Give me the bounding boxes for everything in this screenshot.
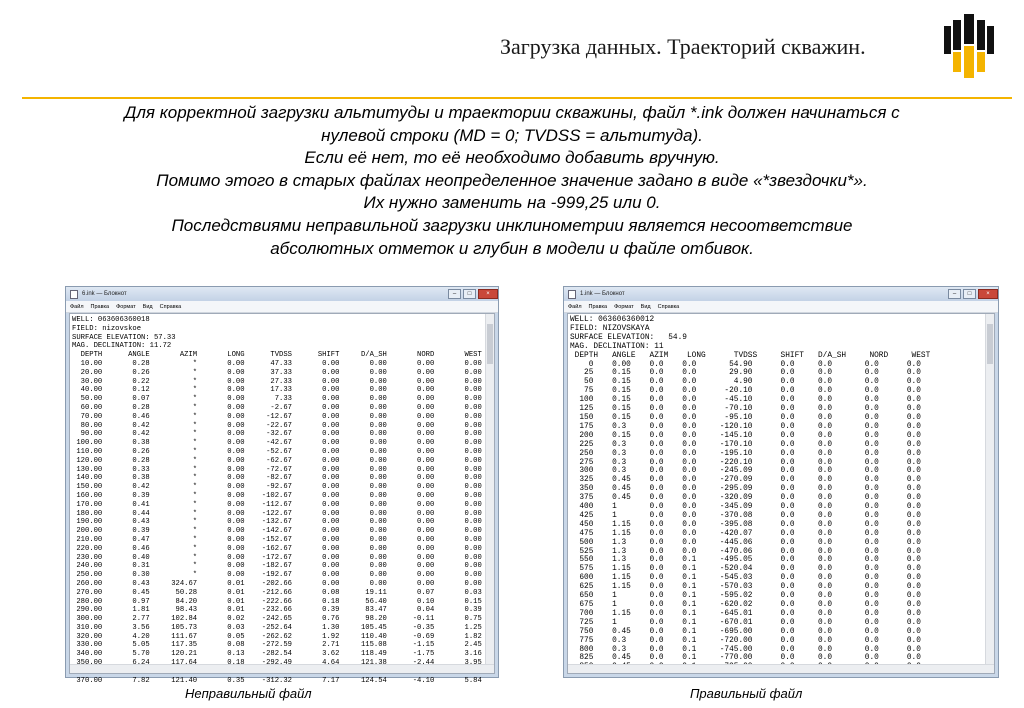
window-title: 1.ink — Блокнот	[580, 291, 625, 297]
intro-line: нулевой строки (MD = 0; TVDSS = альтитуда).	[321, 125, 703, 145]
close-button[interactable]: ×	[978, 289, 998, 299]
file-content[interactable]: WELL: 063606360018 FIELD: nizovskoe SURFACE ELEVATION: 57.33 MAG. DECLINATION: 11.72 DEPTH ANGLE AZIM LONG TVDSS SHIFT D/A_SH NORD WEST 10.00 0.28 * 0.00 47.33 0.00 0.00 0.00 0.00 20.00 0.26 * 0.00 37.33 0.00 0.00 0.00 0.00 30.00 0.22 * 0.00 27.33 0.00 0.00 0.00 0.00 40.00 0.12 * 0.00 17.33 0.00 0.00 0.00 0.00 50.00 0.07 * 0.00 7.33 0.00 0.00 0.00 0.00 60.00 0.28 * 0.00 -2.67 0.00 0.00 0.00 0.00 70.00 0.46 * 0.00 -12.67 0.00 0.00 0.00 0.00 80.00 0.42 * 0.00 -22.67 0.00 0.00 0.00 0.00 90.00 0.42 * 0.00 -32.67 0.00 0.00 0.00 0.00 100.00 0.38 * 0.00 -42.67 0.00 0.00 0.00 0.00 110.00 0.26 * 0.00 -52.67 0.00 0.00 0.00 0.00 120.00 0.28 * 0.00 -62.67 0.00 0.00 0.00 0.00 130.00 0.33 * 0.00 -72.67 0.00 0.00 0.00 0.00 140.00 0.38 * 0.00 -82.67 0.00 0.00 0.00 0.00 150.00 0.42 * 0.00 -92.67 0.00 0.00 0.00 0.00 160.00 0.39 * 0.00 -102.67 0.00 0.00 0.00 0.00 170.00 0.41 * 0.00 -112.67 0.00 0.00 0.00 0.00 180.00 0.44 * 0.00 -122.67 0.00 0.00 0.00 0.00 190.00 0.43 * 0.00 -132.67 0.00 0.00 0.00 0.00 200.00 0.39 * 0.00 -142.67 0.00 0.00 0.00 0.00 210.00 0.47 * 0.00 -152.67 0.00 0.00 0.00 0.00 220.00 0.46 * 0.00 -162.67 0.00 0.00 0.00 0.00 230.00 0.40 * 0.00 -172.67 0.00 0.00 0.00 0.00 240.00 0.31 * 0.00 -182.67 0.00 0.00 0.00 0.00 250.00 0.30 * 0.00 -192.67 0.00 0.00 0.00 0.00 260.00 0.43 324.67 0.01 -202.66 0.00 0.00 0.00 0.00 270.00 0.45 50.28 0.01 -212.66 0.08 19.11 0.07 0.03 280.00 0.97 84.20 0.01 -222.66 0.18 56.40 0.10 0.15 290.00 1.81 98.43 0.01 -232.66 0.39 83.47 0.04 0.39 300.00 2.77 102.84 0.02 -242.65 0.76 98.20 -0.11 0.75 310.00 3.56 105.73 0.03 -252.64 1.30 105.45 -0.35 1.25 320.00 4.20 111.67 0.05 -262.62 1.92 110.40 -0.69 1.82 330.00 5.05 117.35 0.08 -272.59 2.71 115.08 -1.15 2.45 340.00 5.70 120.21 0.13 -282.54 3.62 118.49 -1.75 3.16 370.00 7.82 121.40 0.35 -312.32 7.17 124.54 -4.10 5.84	[72, 316, 482, 685]
notepad-window-correct	[563, 286, 999, 678]
menu-file[interactable]: Файл	[70, 303, 84, 310]
text-area[interactable]	[69, 313, 495, 685]
menu-help[interactable]: Справка	[657, 303, 680, 310]
slide-title: Загрузка данных. Траекторий скважин.	[500, 34, 866, 59]
horizontal-scrollbar[interactable]	[568, 664, 994, 673]
horizontal-scrollbar[interactable]	[70, 664, 494, 673]
intro-line: Помимо этого в старых файлах неопределенное значение задано в виде «*звездочки*».	[156, 170, 868, 190]
menu-help[interactable]: Справка	[159, 303, 182, 310]
menu-file[interactable]: Файл	[568, 303, 582, 310]
intro-line: абсолютных отметок и глубин в модели и файле отбивок.	[270, 238, 754, 258]
text-area[interactable]	[567, 313, 995, 674]
menu-view[interactable]: Вид	[640, 303, 651, 310]
maximize-button[interactable]: □	[463, 289, 476, 299]
menu-edit[interactable]: Правка	[588, 303, 608, 310]
caption-correct-file: Правильный файл	[690, 686, 803, 701]
scroll-thumb[interactable]	[487, 324, 493, 364]
menu-edit[interactable]: Правка	[90, 303, 110, 310]
menu-format[interactable]: Формат	[614, 303, 634, 310]
title-bar[interactable]	[66, 287, 498, 301]
scroll-thumb[interactable]	[987, 324, 993, 364]
menu-bar	[66, 301, 498, 313]
notepad-icon	[568, 290, 576, 299]
minimize-button[interactable]: –	[448, 289, 461, 299]
window-title: 6.ink — Блокнот	[82, 291, 127, 297]
intro-line: Их нужно заменить на -999,25 или 0.	[363, 193, 661, 213]
notepad-window-incorrect	[65, 286, 499, 685]
notepad-icon	[70, 290, 78, 299]
intro-line: Если её нет, то её необходимо добавить вручную.	[304, 148, 720, 168]
intro-line: Последствиями неправильной загрузки инклинометрии является несоответствие	[171, 215, 853, 235]
vertical-scrollbar[interactable]	[985, 314, 994, 665]
menu-format[interactable]: Формат	[116, 303, 136, 310]
intro-text	[0, 102, 1024, 260]
menu-bar	[564, 301, 998, 313]
maximize-button[interactable]: □	[963, 289, 976, 299]
menu-view[interactable]: Вид	[142, 303, 153, 310]
accent-divider	[22, 97, 1012, 99]
title-bar[interactable]	[564, 287, 998, 301]
close-button[interactable]: ×	[478, 289, 498, 299]
file-content[interactable]: WELL: 063606360012 FIELD: NIZOVSKAYA SURFACE ELEVATION: 54.9 MAG. DECLINATION: 11 DEPTH ANGLE AZIM LONG TVDSS SHIFT D/A_SH NORD WEST 0 0.00 0.0 0.0 54.90 0.0 0.0 0.0 0.0 25 0.15 0.0 0.0 29.90 0.0 0.0 0.0 0.0 50 0.15 0.0 0.0 4.90 0.0 0.0 0.0 0.0 75 0.15 0.0 0.0 -20.10 0.0 0.0 0.0 0.0 100 0.15 0.0 0.0 -45.10 0.0 0.0 0.0 0.0 125 0.15 0.0 0.0 -70.10 0.0 0.0 0.0 0.0 150 0.15 0.0 0.0 -95.10 0.0 0.0 0.0 0.0 175 0.3 0.0 0.0 -120.10 0.0 0.0 0.0 0.0 200 0.15 0.0 0.0 -145.10 0.0 0.0 0.0 0.0 225 0.3 0.0 0.0 -170.10 0.0 0.0 0.0 0.0 250 0.3 0.0 0.0 -195.10 0.0 0.0 0.0 0.0 275 0.3 0.0 0.0 -220.10 0.0 0.0 0.0 0.0 300 0.3 0.0 0.0 -245.09 0.0 0.0 0.0 0.0 325 0.45 0.0 0.0 -270.09 0.0 0.0 0.0 0.0 350 0.45 0.0 0.0 -295.09 0.0 0.0 0.0 0.0 375 0.45 0.0 0.0 -320.09 0.0 0.0 0.0 0.0 400 1 0.0 0.0 -345.09 0.0 0.0 0.0 0.0 425 1 0.0 0.0 -370.08 0.0 0.0 0.0 0.0 450 1.15 0.0 0.0 -395.08 0.0 0.0 0.0 0.0 475 1.15 0.0 0.0 -420.07 0.0 0.0 0.0 0.0 500 1.3 0.0 0.0 -445.06 0.0 0.0 0.0 0.0 525 1.3 0.0 0.0 -470.06 0.0 0.0 0.0 0.0 550 1.3 0.0 0.1 -495.05 0.0 0.0 0.0 0.0 575 1.15 0.0 0.1 -520.04 0.0 0.0 0.0 0.0 600 1.15 0.0 0.1 -545.03 0.0 0.0 0.0 0.0 625 1.15 0.0 0.1 -570.03 0.0 0.0 0.0 0.0 650 1 0.0 0.1 -595.02 0.0 0.0 0.0 0.0 675 1 0.0 0.1 -620.02 0.0 0.0 0.0 0.0 700 1.15 0.0 0.1 -645.01 0.0 0.0 0.0 0.0 725 1 0.0 0.1 -670.01 0.0 0.0 0.0 0.0 750 0.45 0.0 0.1 -695.00 0.0 0.0 0.0 0.0 775 0.3 0.0 0.1 -720.00 0.0 0.0 0.0 0.0 800 0.3 0.0 0.1 -745.00 0.0 0.0 0.0 0.0 825 0.45 0.0 0.1 -770.00 0.0 0.0 0.0 0.0	[570, 316, 931, 663]
intro-line: Для корректной загрузки альтитуды и траектории скважины, файл *.ink должен начинаться с	[124, 103, 900, 122]
vertical-scrollbar[interactable]	[485, 314, 494, 665]
minimize-button[interactable]: –	[948, 289, 961, 299]
caption-incorrect-file: Неправильный файл	[185, 686, 312, 701]
company-logo	[940, 12, 1000, 82]
